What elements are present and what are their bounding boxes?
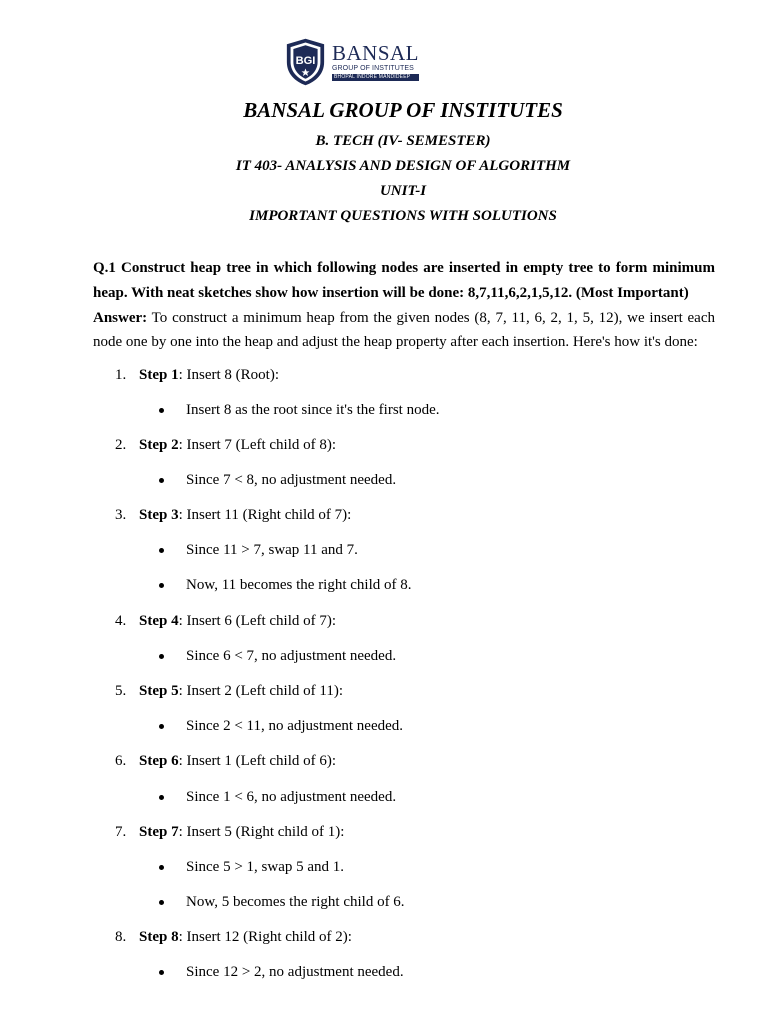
step-number: 1.: [115, 367, 127, 383]
bullet-icon: [159, 583, 164, 588]
bullet-icon: [159, 478, 164, 483]
bullet-icon: [159, 654, 164, 659]
answer-paragraph: [93, 306, 715, 354]
step-number: 6.: [115, 753, 127, 769]
bullet-icon: [159, 795, 164, 800]
step-label: Step 5: [139, 683, 179, 699]
step-label: Step 2: [139, 437, 179, 453]
step-label: Step 4: [139, 613, 179, 629]
step-label: Step 8: [139, 929, 179, 945]
step-text: : Insert 2 (Left child of 11):: [178, 683, 343, 699]
step-label: Step 1: [139, 367, 179, 383]
step-number: 8.: [115, 929, 127, 945]
step-number: 5.: [115, 683, 127, 699]
sub-text: Insert 8 as the root since it's the first node.: [186, 402, 440, 418]
logo-mark: BGI: [295, 54, 316, 67]
step-label: Step 7: [139, 824, 179, 840]
subject-line: IT 403- ANALYSIS AND DESIGN OF ALGORITHM: [235, 158, 571, 174]
sub-text: Now, 5 becomes the right child of 6.: [186, 894, 405, 910]
sub-text: Since 12 > 2, no adjustment needed.: [186, 964, 404, 980]
sub-text: Since 7 < 8, no adjustment needed.: [186, 472, 397, 488]
bullet-icon: [159, 970, 164, 975]
logo-subtitle: GROUP OF INSTITUTES: [331, 65, 414, 72]
shield-star-icon: [285, 36, 326, 88]
logo-word: BANSAL: [331, 41, 419, 65]
step-text: : Insert 7 (Left child of 8):: [178, 437, 337, 453]
logo-cities: BHOPAL INDORE MANDIDEEP: [332, 74, 419, 81]
step-text: : Insert 12 (Right child of 2):: [178, 929, 352, 945]
step-text: : Insert 1 (Left child of 6):: [178, 753, 337, 769]
step-label: Step 6: [139, 753, 179, 769]
bullet-icon: [159, 865, 164, 870]
step-label: Step 3: [139, 507, 179, 523]
sub-text: Since 11 > 7, swap 11 and 7.: [186, 542, 358, 558]
bullet-icon: [159, 408, 164, 413]
step-text: : Insert 11 (Right child of 7):: [178, 507, 352, 523]
bullet-icon: [159, 724, 164, 729]
course-line: B. TECH (IV- SEMESTER): [315, 133, 491, 149]
sub-text: Since 6 < 7, no adjustment needed.: [186, 648, 397, 664]
answer-label: Answer:: [93, 310, 148, 326]
unit-line: UNIT-I: [379, 183, 427, 199]
step-number: 4.: [115, 613, 127, 629]
sub-text: Now, 11 becomes the right child of 8.: [186, 577, 412, 593]
question-text: Q.1 Construct heap tree in which following nodes are inserted in empty tree to form minimum heap. With neat sketches show how insertion will be done: 8,7,11,6,2,1,5,12. (Most Important): [93, 260, 715, 301]
institute-title: BANSAL GROUP OF INSTITUTES: [243, 98, 563, 122]
step-number: 7.: [115, 824, 127, 840]
step-number: 3.: [115, 507, 127, 523]
institute-logo: [285, 36, 419, 88]
step-text: : Insert 8 (Root):: [178, 367, 279, 383]
sub-text: Since 5 > 1, swap 5 and 1.: [186, 859, 345, 875]
step-text: : Insert 6 (Left child of 7):: [178, 613, 337, 629]
sub-text: Since 1 < 6, no adjustment needed.: [186, 789, 397, 805]
step-number: 2.: [115, 437, 127, 453]
sub-text: Since 2 < 11, no adjustment needed.: [186, 718, 404, 734]
bullet-icon: [159, 900, 164, 905]
step-text: : Insert 5 (Right child of 1):: [178, 824, 345, 840]
bullet-icon: [159, 548, 164, 553]
answer-text: To construct a minimum heap from the given nodes (8, 7, 11, 6, 2, 1, 5, 12), we insert each node one by one into the heap and adjust the heap property after each insertion. Here's how it's done:: [93, 310, 715, 350]
heading-line: IMPORTANT QUESTIONS WITH SOLUTIONS: [249, 208, 557, 224]
